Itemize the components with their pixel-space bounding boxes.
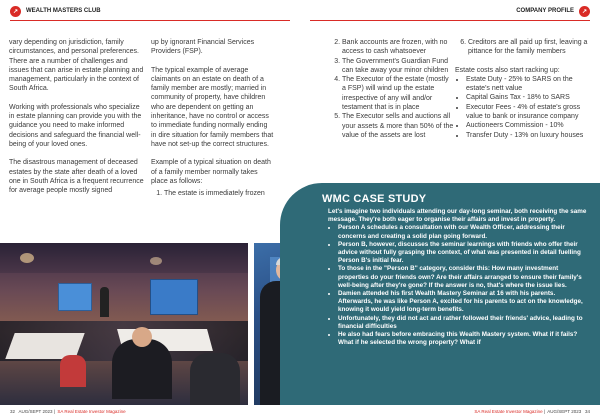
- list-item: • Executor Fees - 4% of estate's gross value to bank or insurance company: [466, 103, 590, 122]
- list-item: 2. Bank accounts are frozen, with no access to cash whatsoever: [342, 38, 454, 57]
- header-left-title: WEALTH MASTERS CLUB: [26, 8, 101, 14]
- list-item: 4. The Executor of the estate (mostly a FSP) will wind up the estate irrespective of any will and/or testament that is in place: [342, 75, 454, 112]
- paragraph: up by ignorant Financial Services Providers (FSP).: [151, 39, 255, 56]
- header-left: [10, 4, 101, 18]
- header-right: [516, 4, 590, 18]
- list-item: 1. The estate is immediately frozen: [164, 189, 274, 198]
- case-study-intro: Let's imagine two individuals attending our day-long seminar, both receiving the same message. They're both eager to organise their affairs and invest in property.: [328, 208, 587, 224]
- case-study-box: [280, 183, 600, 405]
- list-item: • Unfortunately, they did not act and rather followed their friends' advice, leading to financial difficulties: [338, 315, 590, 331]
- footer-left: 32 AUG/SEPT 2023 | SA Real Estate Investor Magazine: [10, 409, 126, 414]
- right-column-2: [455, 38, 590, 140]
- paragraph: vary depending on jurisdiction, family circumstances, and personal preferences. There are a number of challenges and issues that can arise in estate planning and management, particularly in the context of South Africa.: [9, 39, 144, 93]
- numbered-list: [151, 189, 274, 198]
- right-column-1: [329, 38, 454, 140]
- paragraph: The typical example of average claimants on an estate on death of a family member are mostly; married in community of property, have children who are dependent on getting an inheritance, have no control or access to immediate funding normally ending in dire situation for family members that have not set-up the correct structures.: [151, 66, 274, 148]
- case-study-bullets: [328, 224, 590, 347]
- paragraph: Example of a typical situation on death of a family member normally takes place as follows:: [151, 159, 271, 185]
- footer-date-right: AUG/SEPT 2023: [547, 409, 582, 414]
- left-column-2: [151, 38, 274, 198]
- footer-magazine-left: SA Real Estate Investor Magazine: [57, 409, 126, 414]
- costs-intro: Estate costs also start racking up:: [455, 66, 560, 74]
- header-right-title: COMPANY PROFILE: [516, 8, 574, 14]
- wmc-logo-icon: ↗: [579, 6, 590, 17]
- footer-right: SA Real Estate Investor Magazine | AUG/SEPT 2023 34: [474, 409, 590, 414]
- page-number-right: 34: [584, 409, 590, 414]
- header-rule-right: [310, 20, 590, 21]
- list-item: 6. Creditors are all paid up first, leaving a pittance for the family members: [468, 38, 590, 57]
- list-item: 3. The Government's Guardian Fund can take away your minor children: [342, 57, 454, 76]
- list-item: • Estate Duty - 25% to SARS on the estate's nett value: [466, 75, 590, 94]
- costs-list: [455, 75, 590, 140]
- list-item: • To those in the "Person B" category, consider this: How many investment properties do your friends own? Are their affairs arranged to ensure their family's well-being after they're gone? If the answer is no, that's where the issue lies.: [338, 265, 590, 290]
- seminar-photo: [0, 243, 248, 405]
- footer-date-left: AUG/SEPT 2023: [18, 409, 53, 414]
- list-item: • He also had fears before embracing this Wealth Mastery system. What if it fails? What if he selected the wrong property? What if: [338, 331, 590, 347]
- list-item: • Transfer Duty - 13% on luxury houses: [466, 131, 590, 140]
- footer-magazine-right: SA Real Estate Investor Magazine: [474, 409, 543, 414]
- list-item: • Person B, however, discusses the seminar learnings with friends who offer their advice without fully grasping the context, of what was presented in detail fuelling Person B's initial fear.: [338, 241, 590, 266]
- numbered-list: [329, 38, 454, 140]
- list-item: • Capital Gains Tax - 18% to SARS: [466, 93, 590, 102]
- list-item: • Auctioneers Commission - 10%: [466, 121, 590, 130]
- paragraph: Working with professionals who specialize in estate planning can provide you with the guidance you need to make informed decisions and safeguard the financial well-being of your loved ones.: [9, 103, 142, 148]
- list-item: • Damien attended his first Wealth Mastery Seminar at 16 with his parents. Afterwards, he was like Person A, excited for his parents to act on the knowledge, knowing it would yield long-term benefits.: [338, 290, 590, 315]
- list-item: • Person A schedules a consultation with our Wealth Officer, addressing their concerns and creating a solid plan going forward.: [338, 224, 590, 240]
- wmc-logo-icon: ↗: [10, 6, 21, 17]
- case-study-body: [328, 208, 590, 347]
- header-rule-left: [10, 20, 290, 21]
- left-column-1: [9, 38, 144, 204]
- list-item: 5. The Executor sells and auctions all your assets & more than 50% of the value of the assets are lost: [342, 112, 454, 140]
- page-number-left: 32: [10, 409, 16, 414]
- paragraph: The disastrous management of deceased estates by the state after death of a loved one in South Africa is a frequent recurrence for average people mostly signed: [9, 159, 144, 195]
- numbered-list: [455, 38, 590, 57]
- case-study-title: WMC CASE STUDY: [322, 193, 427, 205]
